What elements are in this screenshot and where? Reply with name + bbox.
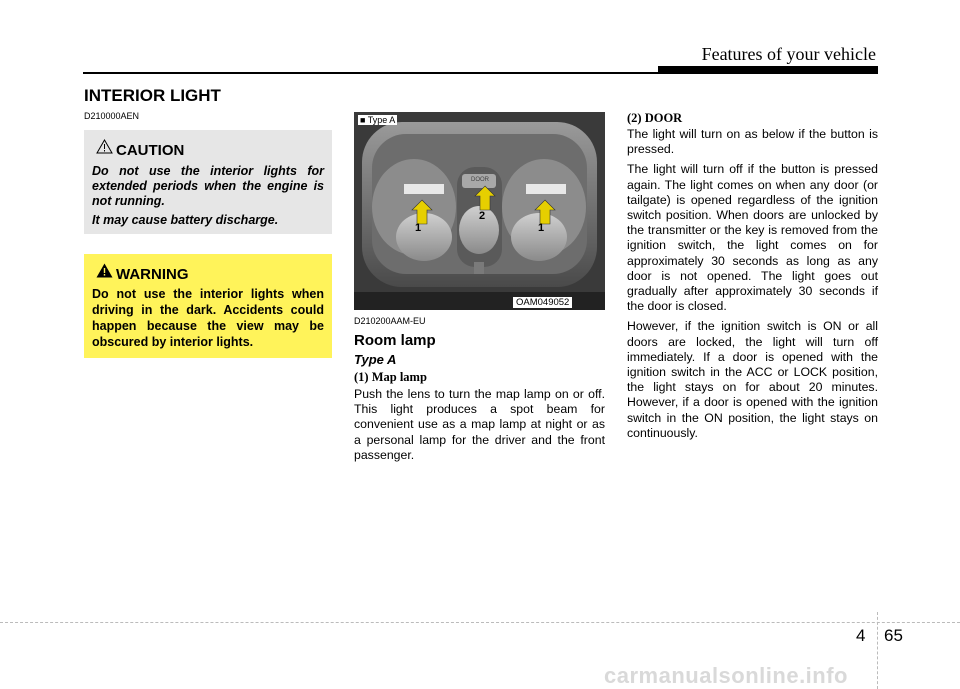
section-title: INTERIOR LIGHT xyxy=(84,86,221,105)
arrow-up-icon xyxy=(475,186,495,210)
chapter-number: 4 xyxy=(856,626,866,645)
caution-triangle-icon xyxy=(96,139,113,154)
arrow-up-icon xyxy=(535,200,555,224)
room-lamp-photo xyxy=(354,112,605,310)
warning-triangle-icon xyxy=(96,263,113,278)
door-paragraph-3: However, if the ignition switch is ON or all doors are locked, the light will turn off immediately. If a door is opened with the ignition switch in the ACC or LOCK position, the light stays on for about 20 minutes. However, if a door is opened with the ignition switch in the ON position, the light stays on continuously. xyxy=(627,319,878,440)
caution-text xyxy=(92,164,324,232)
door-button-label: DOOR xyxy=(471,177,489,183)
page-number: 65 xyxy=(884,626,903,645)
marker-2: 2 xyxy=(479,210,486,222)
header-title: Features of your vehicle xyxy=(701,44,876,64)
caution-box xyxy=(84,130,332,234)
map-lamp-heading: (1) Map lamp xyxy=(354,370,427,384)
caution-heading: CAUTION xyxy=(116,142,185,159)
caution-line: It may cause battery discharge. xyxy=(92,213,279,227)
room-lamp-type: Type A xyxy=(354,352,397,367)
footer-rule xyxy=(0,622,960,623)
warning-heading: WARNING xyxy=(116,266,189,283)
room-lamp-title: Room lamp xyxy=(354,332,436,349)
arrow-up-icon xyxy=(412,200,432,224)
section-code: D210000AEN xyxy=(84,111,140,121)
door-paragraph-2: The light will turn off if the button is pressed again. The light comes on when any door (or tailgate) is opened regardless of the ignition switch position. When doors are unlocked by the transmitter or the key is removed from the ignition switch, the light comes on for approximately 30 seconds as long as any door is not opened. The light goes out gradually after approximately 30 seconds if the door is closed. xyxy=(627,162,878,314)
room-lamp-code: D210200AAM-EU xyxy=(354,316,426,326)
header-accent-bar xyxy=(658,66,878,73)
door-heading: (2) DOOR xyxy=(627,111,683,125)
warning-text xyxy=(92,286,324,354)
watermark: carmanualsonline.info xyxy=(604,663,848,688)
marker-1-left: 1 xyxy=(415,222,422,234)
marker-1-right: 1 xyxy=(538,222,545,234)
caution-line: Do not use the interior lights for extended periods when the engine is not running. xyxy=(92,164,324,208)
footer-divider xyxy=(877,612,878,689)
figure-type-label: ■ Type A xyxy=(360,115,396,125)
warning-paragraph: Do not use the interior lights when driving in the dark. Accidents could happen because the view may be obscured by interior lights. xyxy=(92,287,324,349)
warning-box xyxy=(84,254,332,358)
map-lamp-text: Push the lens to turn the map lamp on or off. This light produces a spot beam for convenient use as a map lamp at night or as a personal lamp for the driver and the front passenger. xyxy=(354,387,605,462)
figure-reference: OAM049052 xyxy=(513,297,572,308)
door-paragraph-1: The light will turn on as below if the button is pressed. xyxy=(627,127,878,157)
